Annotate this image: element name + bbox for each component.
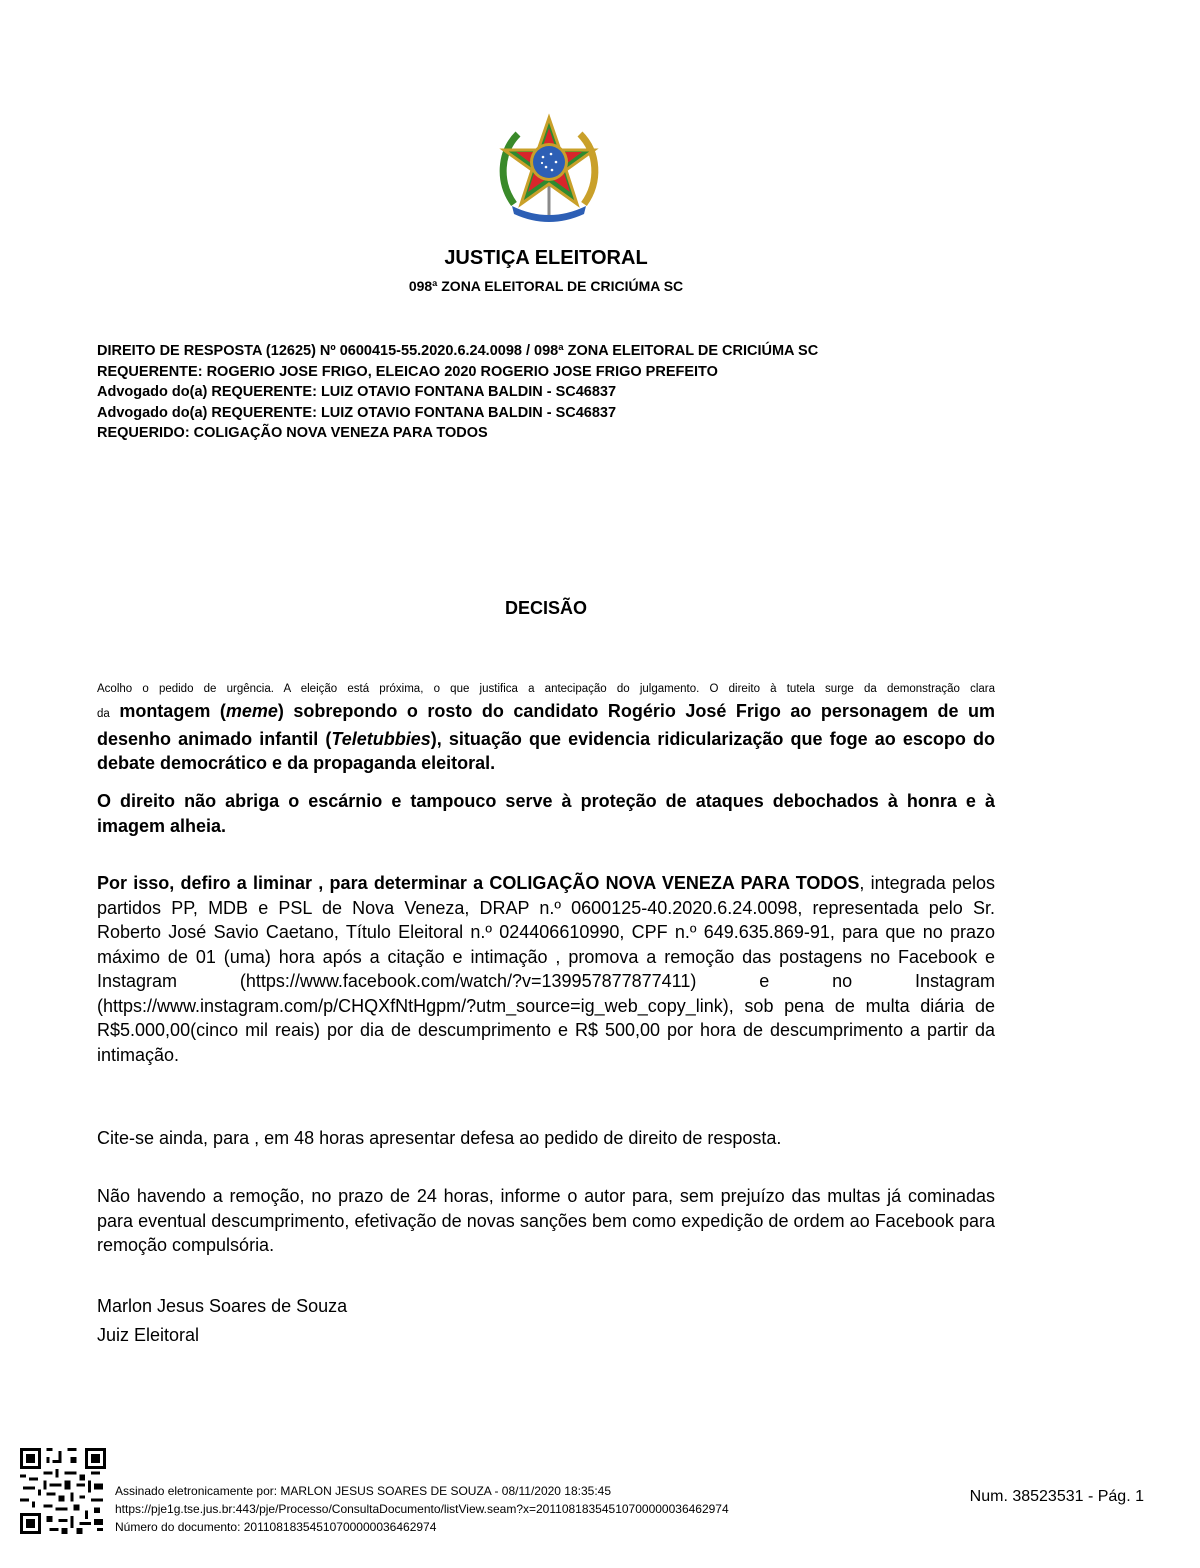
emphasis-meme: meme bbox=[225, 701, 278, 721]
court-title: JUSTIÇA ELEITORAL bbox=[444, 247, 648, 269]
document-number: Número do documento: 20110818354510700000036462974 bbox=[115, 1520, 437, 1534]
qr-code bbox=[20, 1448, 106, 1534]
brazil-coat-of-arms-emblem bbox=[496, 112, 602, 224]
injunction-bold: Por isso, defiro a liminar , para determinar a COLIGAÇÃO NOVA VENEZA PARA TODOS bbox=[97, 873, 860, 893]
document-url[interactable]: https://pje1g.tse.jus.br:443/pje/Processo/ConsultaDocumento/listView.seam?x=20110818354510700000036462974 bbox=[115, 1502, 729, 1516]
paragraph-right-limits: O direito não abriga o escárnio e tampouco serve à proteção de ataques debochados à honra e à imagem alheia. bbox=[97, 791, 995, 836]
text-fragment: ), situação que evidencia ridicularização que foge ao escopo do debate democrático e da propaganda eleitoral. bbox=[97, 728, 995, 773]
text-fragment: ) sobrepondo o rosto do candidato Rogério José Frigo ao personagem de um desenho animado infantil ( bbox=[97, 701, 995, 749]
injunction-text: , integrada pelos partidos PP, MDB e PSL de Nova Veneza, DRAP n.º 0600125-40.2020.6.24.0098, representada pelo Sr. Roberto José Savio Caetano, Título Eleitoral n.º 024406610990, CPF n.º 649.635.869-91, para que no prazo máximo de 01 (uma) hora após a citação e intimação , promova a remoção das postagens no Facebook e Instagram (https://www.facebook.com/watch/?v=1399578778774​11) e no Instagram (https://www.instagram.com/p/CHQXfNtHgpm/?utm_source=ig_web_copy_link), sob pena de multa diária de R$5.000,00(cinco mil reais) por dia de descumprimento e R$ 500,00 por hora de descumprimento a partir da intimação. bbox=[97, 873, 995, 1065]
electoral-zone-title: 098ª ZONA ELEITORAL DE CRICIÚMA SC bbox=[408, 278, 684, 294]
paragraph-removal: Não havendo a remoção, no prazo de 24 horas, informe o autor para, sem prejuízo das multas já cominadas para eventual descumprimento, efetivação de novas sanções bem como expedição de ordem ao Facebook para remoção compulsória. bbox=[97, 1186, 995, 1255]
judge-name: Marlon Jesus Soares de Souza bbox=[97, 1296, 348, 1316]
judge-role: Juiz Eleitoral bbox=[97, 1325, 200, 1345]
decision-title: DECISÃO bbox=[504, 598, 587, 618]
paragraph-montage bbox=[97, 699, 995, 776]
text-fragment: da bbox=[97, 708, 110, 720]
emphasis-teletubbies: Teletubbies bbox=[331, 728, 431, 749]
paragraph-citation: Cite-se ainda, para , em 48 horas apresentar defesa ao pedido de direito de resposta. bbox=[97, 1128, 782, 1148]
signature-footer bbox=[115, 1482, 729, 1536]
case-line: Advogado do(a) REQUERENTE: LUIZ OTAVIO FONTANA BALDIN - SC46837 bbox=[97, 384, 617, 400]
text-fragment: montagem ( bbox=[119, 701, 226, 721]
page-number: Num. 38523531 - Pág. 1 bbox=[969, 1488, 1144, 1505]
case-line: DIREITO DE RESPOSTA (12625) Nº 0600415-55.2020.6.24.0098 / 098ª ZONA ELEITORAL DE CRICIÚMA SC bbox=[97, 343, 819, 359]
intro-paragraph: Acolho o pedido de urgência. A eleição está próxima, o que justifica a antecipação do julgamento. O direito à tutela surge da demonstração clara bbox=[97, 683, 995, 695]
signature-block bbox=[97, 1292, 347, 1350]
case-line: REQUERIDO: COLIGAÇÃO NOVA VENEZA PARA TODOS bbox=[97, 425, 488, 441]
case-header bbox=[97, 341, 818, 444]
paragraph-injunction bbox=[97, 871, 995, 1067]
electronic-signature-line: Assinado eletronicamente por: MARLON JESUS SOARES DE SOUZA - 08/11/2020 18:35:45 bbox=[115, 1484, 612, 1498]
case-line: REQUERENTE: ROGERIO JOSE FRIGO, ELEICAO 2020 ROGERIO JOSE FRIGO PREFEITO bbox=[97, 363, 718, 380]
case-line: Advogado do(a) REQUERENTE: LUIZ OTAVIO FONTANA BALDIN - SC46837 bbox=[97, 404, 617, 421]
